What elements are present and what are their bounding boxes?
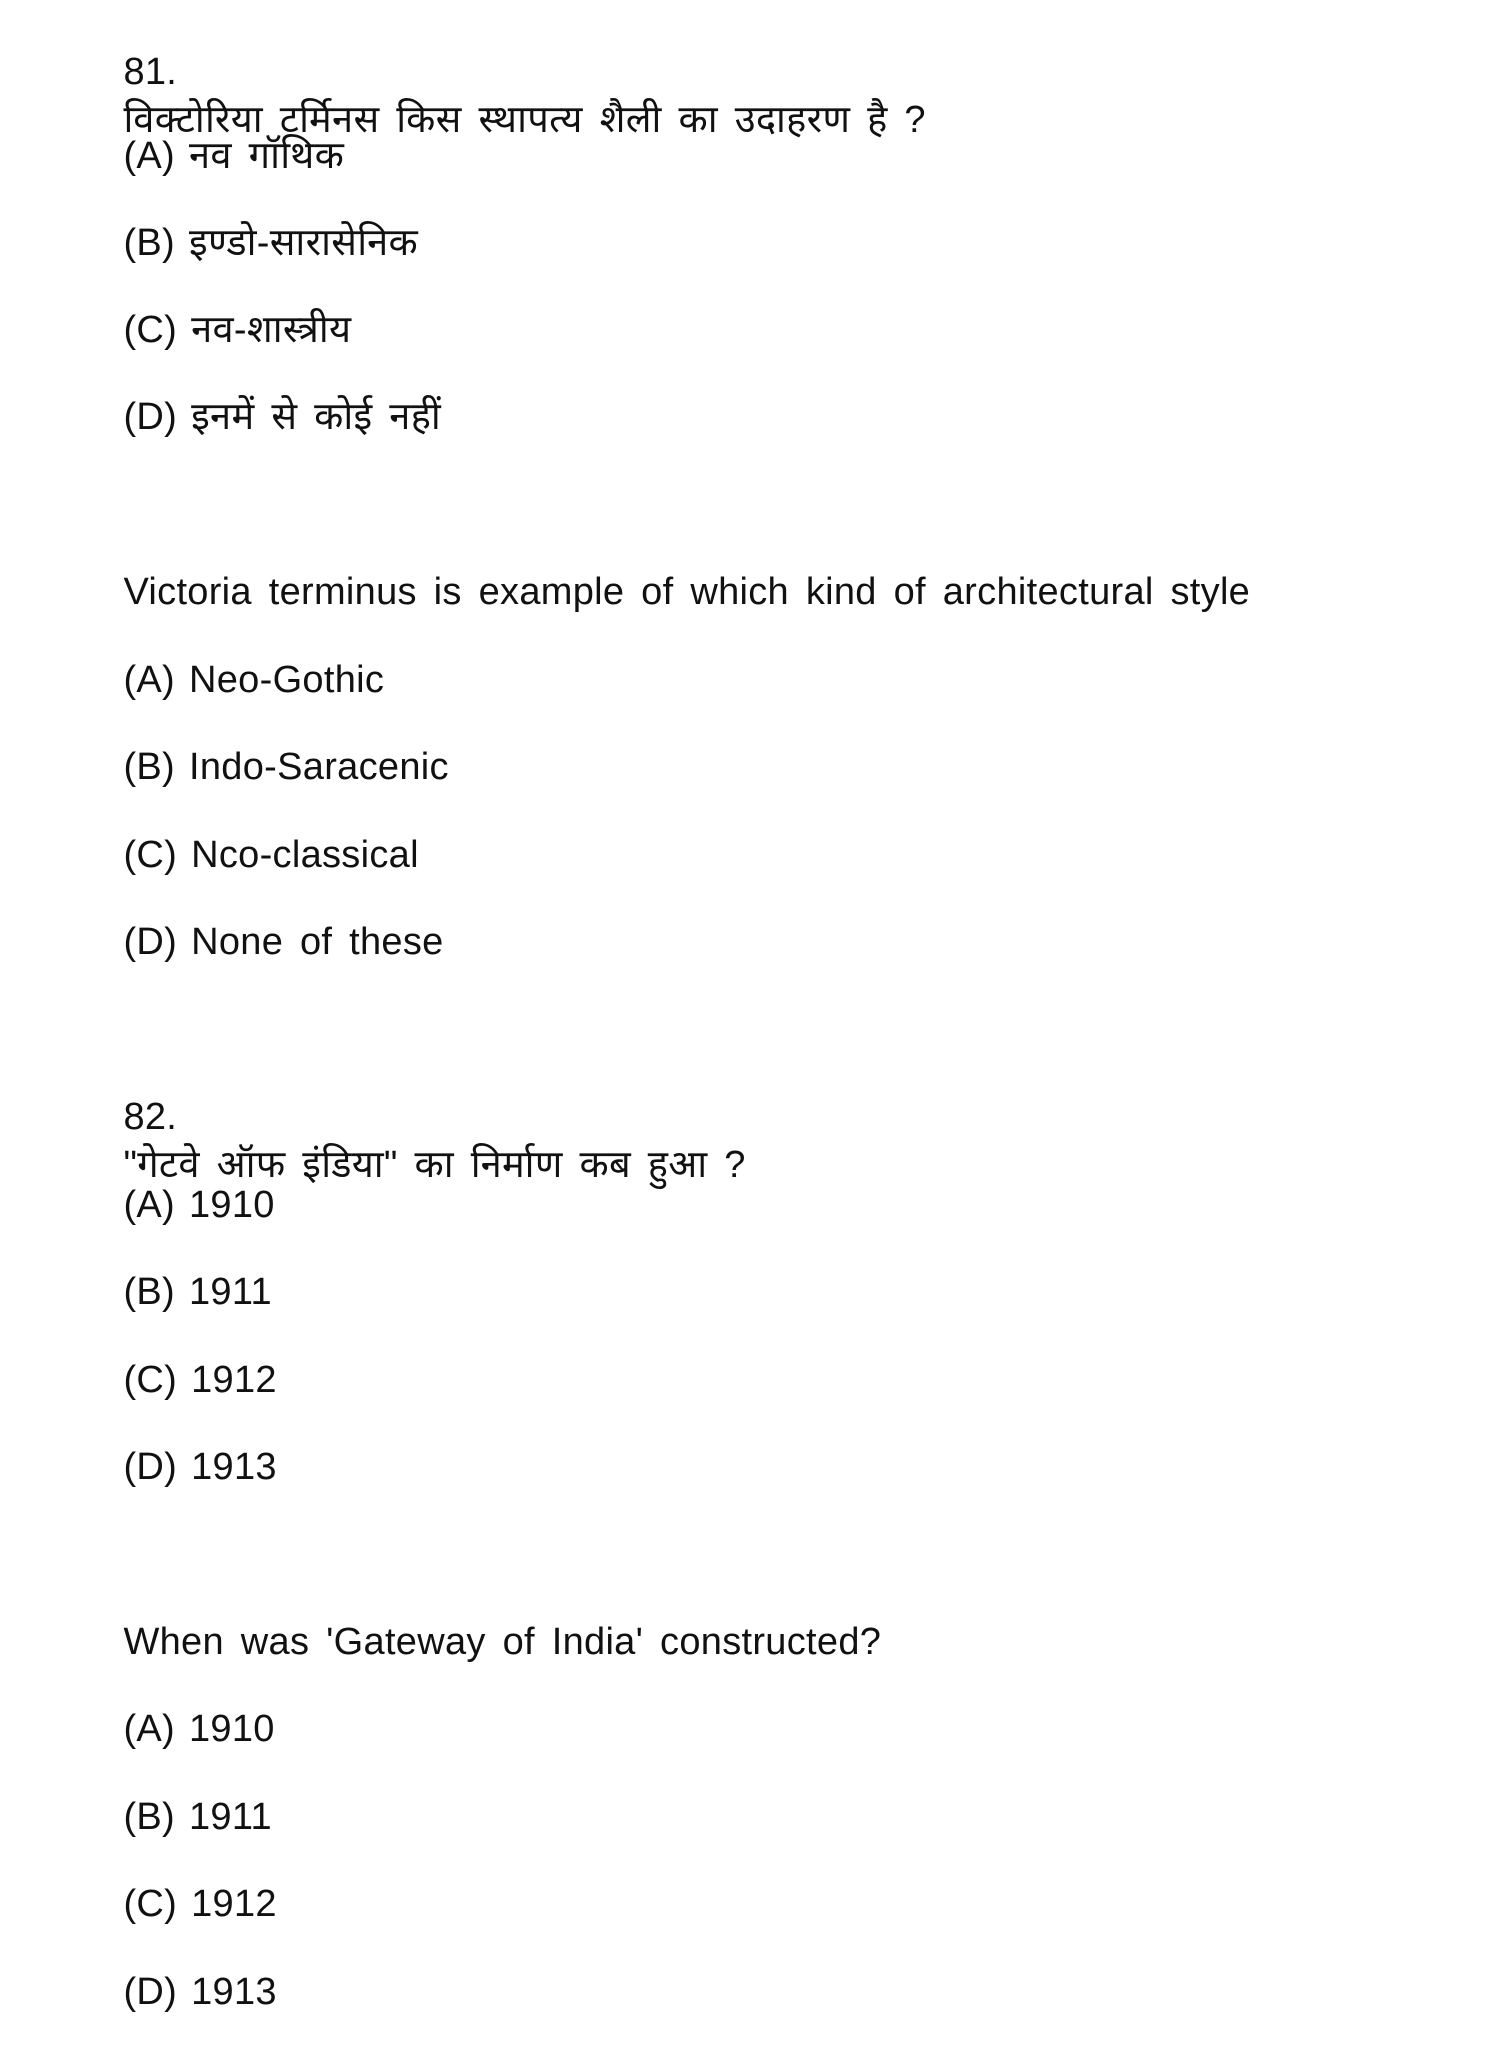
option-tag: (D) [123,921,178,963]
option-text: Neo-Gothic [189,659,385,701]
option-text: Nco-classical [191,834,419,876]
option-tag: (C) [123,1883,178,1925]
question-text: विक्टोरिया टर्मिनस किस स्थापत्य शैली का उदाहरण है ? [123,99,926,141]
option-tag: (A) [123,1184,175,1226]
option-tag: (A) [123,659,175,701]
option-text: 1913 [191,1971,277,2013]
option-text: Indo-Saracenic [189,746,449,788]
option-text: 1911 [189,1796,272,1838]
option-d [56,1395,277,1539]
option-d [56,345,441,489]
option-tag: (C) [123,834,178,876]
option-text: नव-शास्त्रीय [191,309,352,351]
option-tag: (B) [123,1271,175,1313]
option-text: None of these [191,921,444,963]
option-text: 1912 [191,1359,277,1401]
question-number: 82. [123,1096,178,1138]
option-tag: (D) [123,396,178,438]
option-tag: (D) [123,1971,178,2013]
option-tag: (D) [123,1446,178,1488]
option-tag: (A) [123,1708,175,1750]
question-text: "गेटवे ऑफ इंडिया" का निर्माण कब हुआ ? [123,1144,746,1186]
option-tag: (B) [123,1796,175,1838]
option-tag: (C) [123,309,178,351]
option-text: 1912 [191,1883,277,1925]
question-text: When was 'Gateway of India' constructed? [123,1621,882,1663]
option-text: नव गॉथिक [189,135,345,177]
option-tag: (B) [123,746,175,788]
option-tag: (C) [123,1359,178,1401]
question-text: Victoria terminus is example of which kind of architectural style [123,571,1251,613]
option-text: 1910 [189,1184,275,1226]
option-text: इण्डो-सारासेनिक [189,222,418,264]
question-number: 81. [123,51,178,93]
option-d [56,870,444,1014]
option-text: 1913 [191,1446,277,1488]
option-text: इनमें से कोई नहीं [191,396,442,438]
option-tag: (B) [123,222,175,264]
option-text: 1911 [189,1271,272,1313]
option-d [56,1920,277,2064]
option-text: 1910 [189,1708,275,1750]
option-tag: (A) [123,135,175,177]
